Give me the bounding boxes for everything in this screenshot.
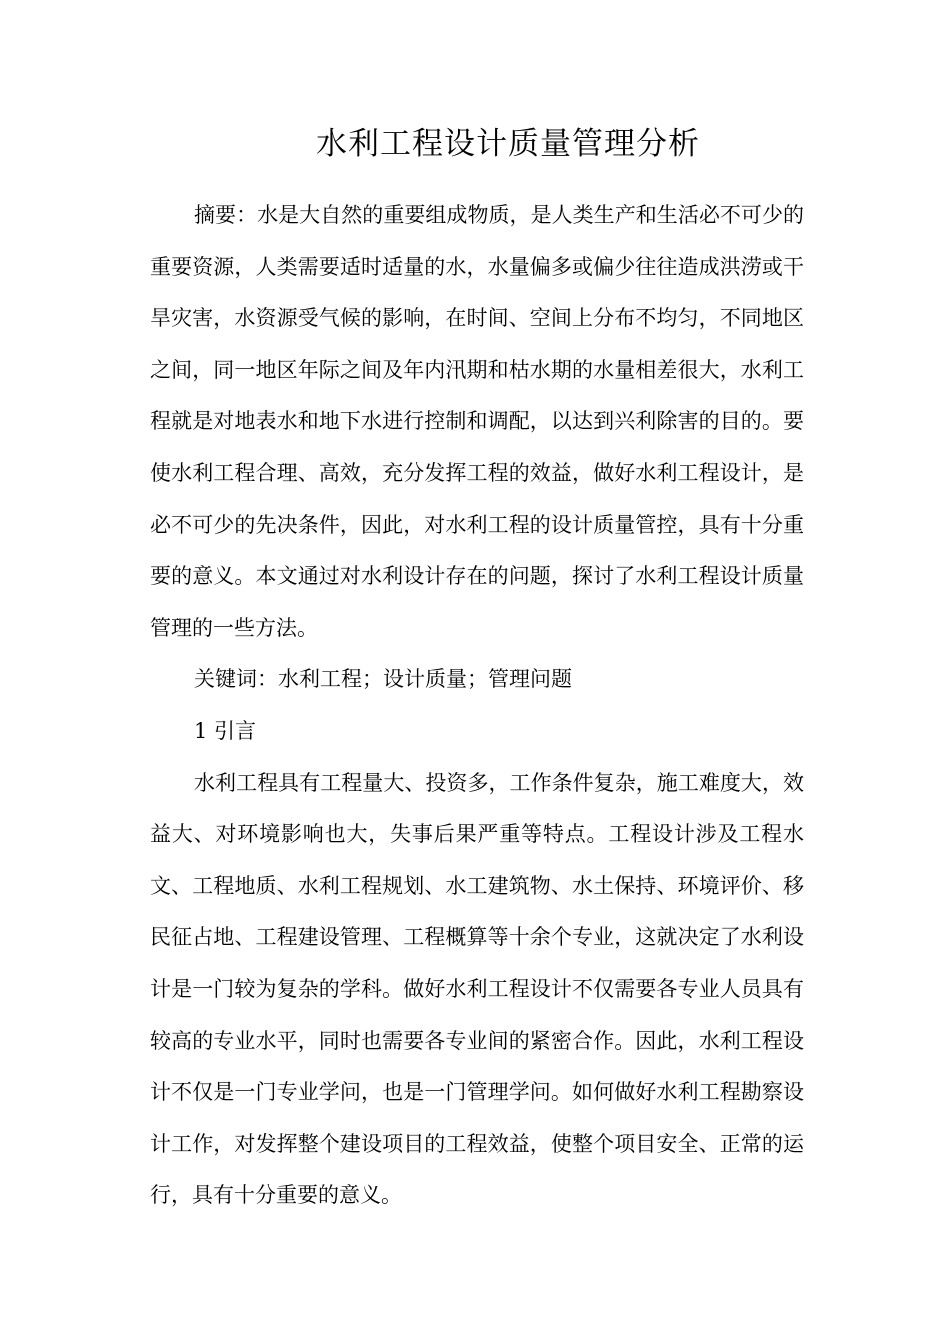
keywords-line: 关键词：水利工程；设计质量；管理问题: [194, 667, 572, 692]
section-heading-introduction: 1 引言: [194, 718, 257, 743]
introduction-paragraph: 水利工程具有工程量大、投资多，工作条件复杂，施工难度大，效益大、对环境影响也大，失事后果严重等特点。工程设计涉及工程水文、工程地质、水利工程规划、水工建筑物、水土保持、环境评价、移民征占地、工程建设管理、工程概算等十余个专业，这就决定了水利设计是一门较为复杂的学科。做好水利工程设计不仅需要各专业人员具有较高的专业水平，同时也需要各专业间的紧密合作。因此，水利工程设计不仅是一门专业学问，也是一门管理学问。如何做好水利工程勘察设计工作，对发挥整个建设项目的工程效益，使整个项目安全、正常的运行，具有十分重要的意义。: [150, 770, 804, 1208]
document-title: 水利工程设计质量管理分析: [316, 126, 700, 162]
document-body: [150, 190, 804, 1222]
abstract-paragraph: 摘要：水是大自然的重要组成物质，是人类生产和生活必不可少的重要资源，人类需要适时适量的水，水量偏多或偏少往往造成洪涝或干旱灾害，水资源受气候的影响，在时间、空间上分布不均匀，不同地区之间，同一地区年际之间及年内汛期和枯水期的水量相差很大，水利工程就是对地表水和地下水进行控制和调配，以达到兴利除害的目的。要使水利工程合理、高效，充分发挥工程的效益，做好水利工程设计，是必不可少的先决条件，因此，对水利工程的设计质量管控，具有十分重要的意义。本文通过对水利设计存在的问题，探讨了水利工程设计质量管理的一些方法。: [150, 203, 804, 640]
